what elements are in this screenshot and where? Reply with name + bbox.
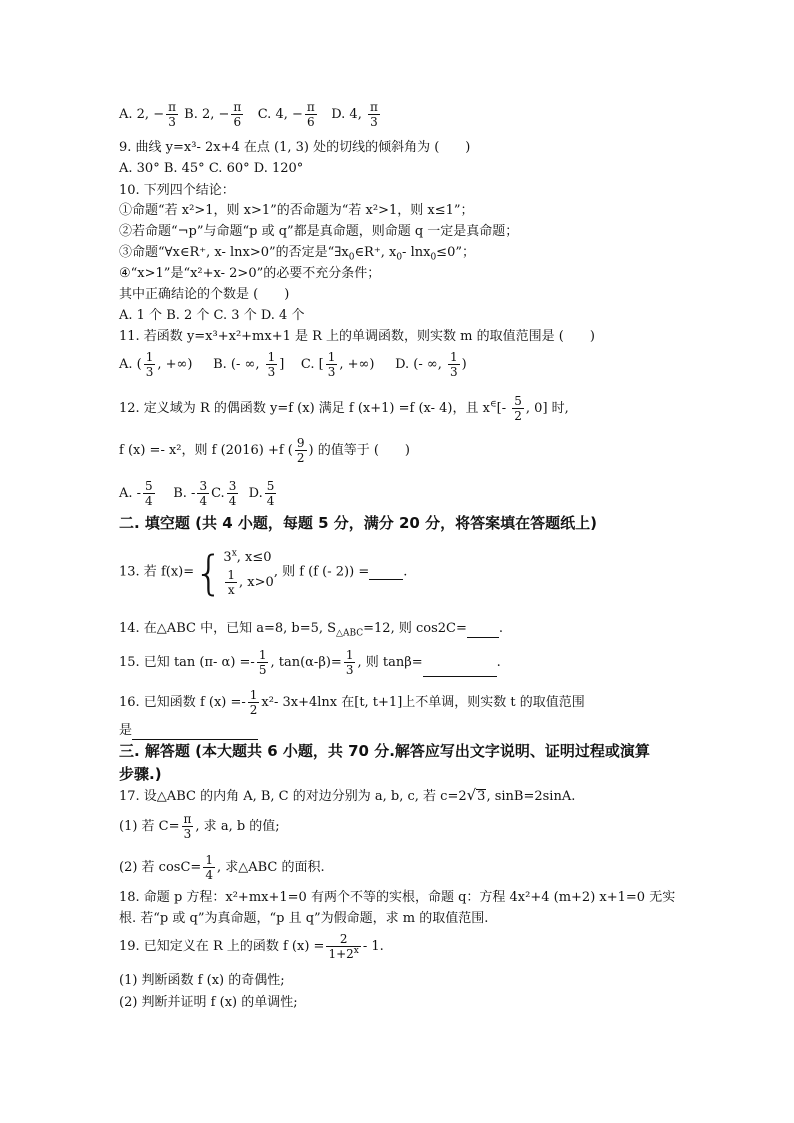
q17-part-2: (2) 若 cosC= $\frac{1}{4}$ , 求△ABC 的面积.	[119, 853, 325, 882]
fraction: $\frac{\pi}{3}$	[168, 100, 176, 129]
fraction: $\frac{\pi}{3}$	[369, 100, 378, 129]
q17-part-1: (1) 若 C= $\frac{\pi}{3}$ , 求 a, b 的值;	[119, 812, 280, 841]
q19-part-1: (1) 判断函数 f (x) 的奇偶性;	[119, 973, 285, 988]
fraction: $\frac{9}{2}$	[296, 436, 305, 465]
q16-line-1: 16. 已知函数 f (x) =- $\frac{1}{2}$ x²- 3x+4lnx 在[t, t+1]上不单调，则实数 t 的取值范围	[119, 688, 585, 717]
answer-blank[interactable]	[132, 725, 258, 740]
q19-stem: 19. 已知定义在 R 上的函数 f (x) = $\frac{2}{1+2^x}$ - 1.	[119, 932, 384, 961]
q9-stem: 9. 曲线 y=x³- 2x+4 在点 (1, 3) 处的切线的倾斜角为 ( )	[119, 140, 471, 155]
section-3-heading-line-2: 步骤.)	[119, 765, 162, 783]
fraction: $\frac{\pi}{6}$	[306, 100, 315, 129]
fraction: $\frac{2}{1+2^x}$	[328, 932, 359, 961]
left-brace: {	[194, 545, 224, 600]
fraction: $\frac{\pi}{3}$	[183, 812, 192, 841]
q12-line-2: f (x) =- x²，则 f (2016) +f ( $\frac{9}{2}$ ) 的值等于 ( )	[119, 436, 410, 465]
q13: 13. 若 f(x)={ 3$^x$, x≤0 $\frac{1}{x}$ , x>0 , 则 f (f (- 2)) = .	[119, 545, 408, 600]
fraction: $\frac{1}{4}$	[205, 853, 213, 882]
q12-line-1: 12. 定义域为 R 的偶函数 y=f (x) 满足 f (x+1) =f (x- 4)，且 x∈[- $\frac{5}{2}$ , 0] 时,	[119, 394, 569, 423]
fraction: $\frac{1}{3}$	[267, 350, 276, 379]
q10-stem: 10. 下列四个结论：	[119, 183, 235, 198]
piecewise-cases: 3$^x$, x≤0 $\frac{1}{x}$ , x>0	[223, 548, 274, 597]
fraction: $\frac{5}{2}$	[514, 394, 522, 423]
fraction: $\frac{5}{4}$	[266, 479, 275, 508]
fraction: $\frac{1}{3}$	[145, 350, 154, 379]
q10-options: A. 1 个 B. 2 个 C. 3 个 D. 4 个	[119, 308, 305, 323]
answer-blank[interactable]	[423, 662, 497, 677]
fraction: $\frac{3}{4}$	[199, 479, 208, 508]
fraction: $\frac{1}{3}$	[345, 648, 354, 677]
q16-line-2: 是	[119, 722, 258, 740]
q15: 15. 已知 tan (π- α) =- $\frac{1}{5}$ , tan(α-β)= $\frac{1}{3}$ , 则 tanβ= .	[119, 648, 501, 677]
q10-statement-2: ②若命题“¬p”与命题“p 或 q”都是真命题，则命题 q 一定是真命题；	[119, 224, 519, 239]
q19-part-2: (2) 判断并证明 f (x) 的单调性;	[119, 995, 298, 1010]
fraction: $\frac{1}{2}$	[249, 688, 258, 717]
q10-statement-3: ③命题“∀x∈R⁺, x- lnx>0”的否定是“$\exists x_0\in R^+$, $x_0-$ lnx$_0$≤0”；	[119, 245, 475, 263]
q11-stem: 11. 若函数 y=x³+x²+mx+1 是 R 上的单调函数，则实数 m 的取值范围是 ( )	[119, 329, 595, 344]
q18-line-1: 18. 命题 p 方程：x²+mx+1=0 有两个不等的实根，命题 q：方程 4x²+4 (m+2) x+1=0 无实	[119, 890, 676, 905]
fraction: $\frac{\pi}{6}$	[233, 100, 242, 129]
q17-stem: 17. 设△ABC 的内角 A, B, C 的对边分别为 a, b, c, 若 c=2√3, sinB=2sinA.	[119, 786, 576, 804]
fraction: $\frac{1}{5}$	[258, 648, 267, 677]
q10-statement-4: ④“x>1”是“x²+x- 2>0”的必要不充分条件；	[119, 266, 381, 281]
q10-question: 其中正确结论的个数是 ( )	[119, 287, 290, 302]
fraction: $\frac{3}{4}$	[228, 479, 237, 508]
q14: 14. 在△ABC 中，已知 a=8, b=5, $S_{\triangle ABC}=12$, 则 cos2C= .	[119, 621, 504, 639]
answer-blank[interactable]	[467, 623, 499, 638]
fraction: $\frac{1}{3}$	[327, 350, 336, 379]
answer-blank[interactable]	[369, 565, 403, 580]
q11-options: A. ( $\frac{1}{3}$ , +∞) B. (- ∞, $\frac{1}{3}$ ] C. [ $\frac{1}{3}$ , +∞) D. (- ∞, $\frac{1}{3}$ )	[119, 350, 467, 379]
q9-options: A. 30° B. 45° C. 60° D. 120°	[119, 161, 304, 176]
q10-statement-1: ①命题“若 x²>1，则 x>1”的否命题为“若 x²>1，则 x≤1”；	[119, 203, 474, 218]
fraction: $\frac{1}{x}$	[227, 568, 236, 597]
q8-options: A. 2, − $\frac{\pi}{3}$ B. 2, − $\frac{\pi}{6}$ C. 4, − $\frac{\pi}{6}$ D. 4, $\frac{\pi}{3}$	[119, 100, 378, 129]
section-2-heading: 二. 填空题 (共 4 小题，每题 5 分，满分 20 分，将答案填在答题纸上)	[119, 514, 597, 532]
q12-options: A. - $\frac{5}{4}$ B. - $\frac{3}{4}$ C. $\frac{3}{4}$ D. $\frac{5}{4}$	[119, 479, 275, 508]
fraction: $\frac{5}{4}$	[145, 479, 153, 508]
fraction: $\frac{1}{3}$	[450, 350, 458, 379]
q18-line-2: 根. 若“p 或 q”为真命题，“p 且 q”为假命题，求 m 的取值范围.	[119, 911, 489, 926]
section-3-heading-line-1: 三. 解答题 (本大题共 6 小题，共 70 分.解答应写出文字说明、证明过程或演算	[119, 742, 650, 760]
